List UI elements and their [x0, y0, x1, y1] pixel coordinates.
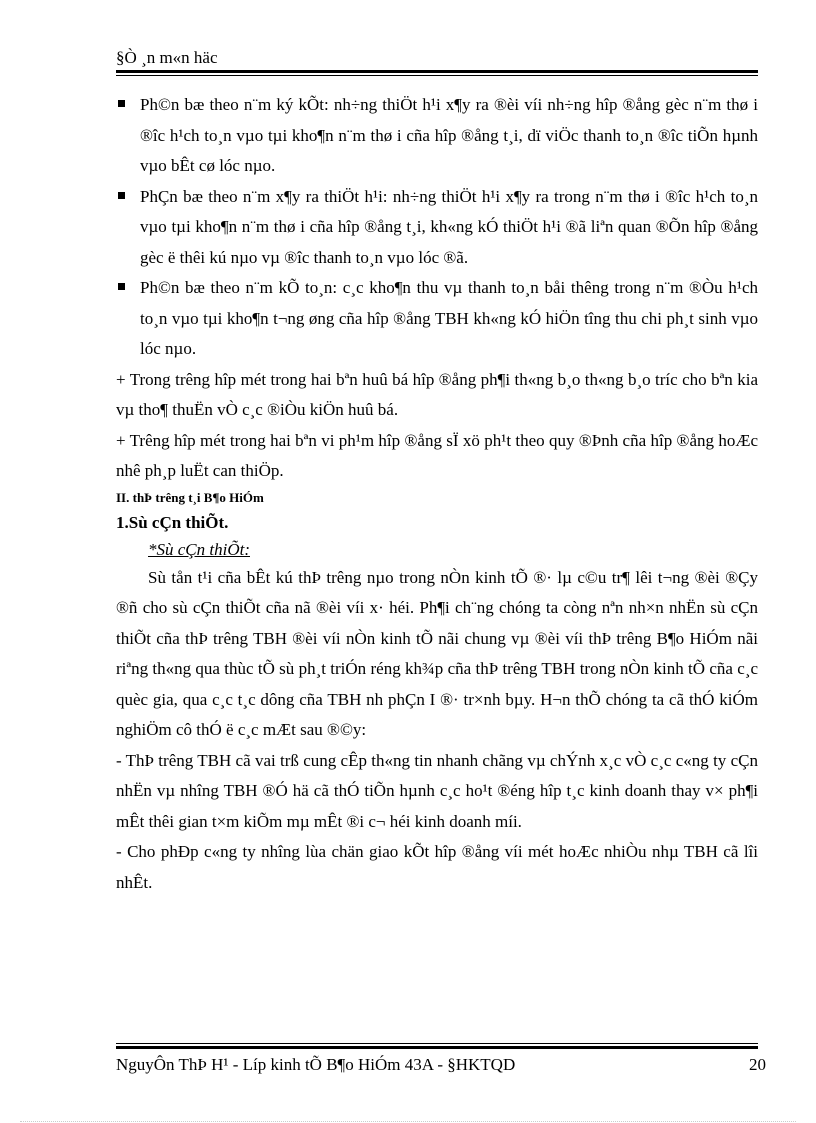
footer-rule-thick — [116, 1046, 758, 1049]
paragraph: + Trêng hîp mét trong hai bªn vi ph¹m hîp ®ång sÏ xö ph¹t theo quy ®Þnh cña hîp ®ång hoÆc nhê ph¸p luËt can thiÖp. — [116, 430, 758, 480]
page-header: §Ò ¸n m«n häc — [116, 48, 218, 67]
paragraph: Sù tån t¹i cña bÊt kú thÞ trêng nµo trong nÒn kinh tÕ ®· lµ c©u tr¶ lêi t¬ng ®èi ®Çy ®ñ cho sù cÇn thiÕt cña nã ®èi víi x· héi. Ph¶i ch¨ng chóng ta còng nªn nh×n nhËn sù cÇn thiÕt cña thÞ trêng TBH ®èi víi nÒn kinh tÕ nãi chung vµ ®èi víi thÞ trêng B¶o HiÓm nãi riªng th«ng qua thùc tÕ sù ph¸t triÓn réng kh¾p cña thÞ trêng TBH trong nÒn kinh tÕ cña c¸c quèc gia, qua c¸c t¸c dông cña TBH nh phÇn I ®· tr×nh bµy. H¬n thÕ chóng ta cã thÓ kiÓm nghiÖm cô thÓ ë c¸c mÆt sau ®©y: — [116, 567, 758, 739]
bullet-item — [116, 90, 758, 182]
page-bottom-divider — [20, 1121, 796, 1122]
italic-heading: *Sù cÇn thiÕt: — [148, 539, 250, 559]
square-bullet-icon — [118, 100, 125, 107]
page-number: 20 — [749, 1055, 766, 1074]
bullet-text: Ph©n bæ theo n¨m kÕ to¸n: c¸c kho¶n thu vµ thanh to¸n båi thêng trong n¨m ®Òu h¹ch to¸n vµo tµi kho¶n t¬ng øng cña hîp ®ång TBH kh«ng kÓ hiÖn tîng thu chi ph¸t sinh vµo lóc nµo. — [140, 278, 758, 358]
bullet-text: PhÇn bæ theo n¨m x¶y ra thiÖt h¹i: nh÷ng thiÖt h¹i x¶y ra trong n¨m thø i ®îc h¹ch to¸n vµo tµi kho¶n n¨m thø i cña hîp ®ång t¸i, kh«ng kÓ thiÖt h¹i ®ã liªn quan ®Õn hîp ®ång gèc ë thêi kú nµo vµ ®îc thanh to¸n vµo lóc ®ã. — [140, 186, 758, 267]
header-rule-thick — [116, 70, 758, 73]
bullet-text: Ph©n bæ theo n¨m ký kÕt: nh÷ng thiÖt h¹i x¶y ra ®èi víi nh÷ng hîp ®ång gèc n¨m thø i ®îc h¹ch to¸n vµo tµi kho¶n n¨m thø i cña hîp ®ång t¸i, dï viÖc thanh to¸n ®îc tiÕn hµnh vµo bÊt cø lóc nµo. — [140, 95, 758, 175]
bullet-item — [116, 182, 758, 274]
section-title: II. thÞ trêng t¸i B¶o HiÓm — [116, 489, 264, 505]
header-rule-thin — [116, 75, 758, 76]
square-bullet-icon — [118, 192, 125, 199]
paragraph: - ThÞ trêng TBH cã vai trß cung cÊp th«ng tin nhanh chãng vµ chÝnh x¸c vÒ c¸c c«ng ty cÇn nhËn vµ nhîng TBH ®Ó hä cã thÓ tiÕn hµnh c¸c ho¹t ®éng hîp t¸c kinh doanh thay v× ph¶i mÊt thêi gian t×m kiÕm mµ mÊt ®i c¬ héi kinh doanh míi. — [116, 750, 758, 831]
page-body — [116, 90, 758, 898]
square-bullet-icon — [118, 283, 125, 290]
page-footer: NguyÔn ThÞ H¹ - Líp kinh tÕ B¶o HiÓm 43A - §HKTQD — [116, 1055, 516, 1074]
paragraph: - Cho phÐp c«ng ty nhîng lùa chän giao kÕt hîp ®ång víi mét hoÆc nhiÒu nhµ TBH cã lîi nhÊt. — [116, 842, 758, 892]
subsection-title: 1.Sù cÇn thiÕt. — [116, 512, 229, 532]
bullet-item — [116, 273, 758, 365]
footer-rule-thin — [116, 1043, 758, 1044]
paragraph: + Trong trêng hîp mét trong hai bªn huû bá hîp ®ång ph¶i th«ng b¸o th«ng b¸o tríc cho bªn kia vµ tho¶ thuËn vÒ c¸c ®iÒu kiÖn huû bá. — [116, 369, 758, 419]
